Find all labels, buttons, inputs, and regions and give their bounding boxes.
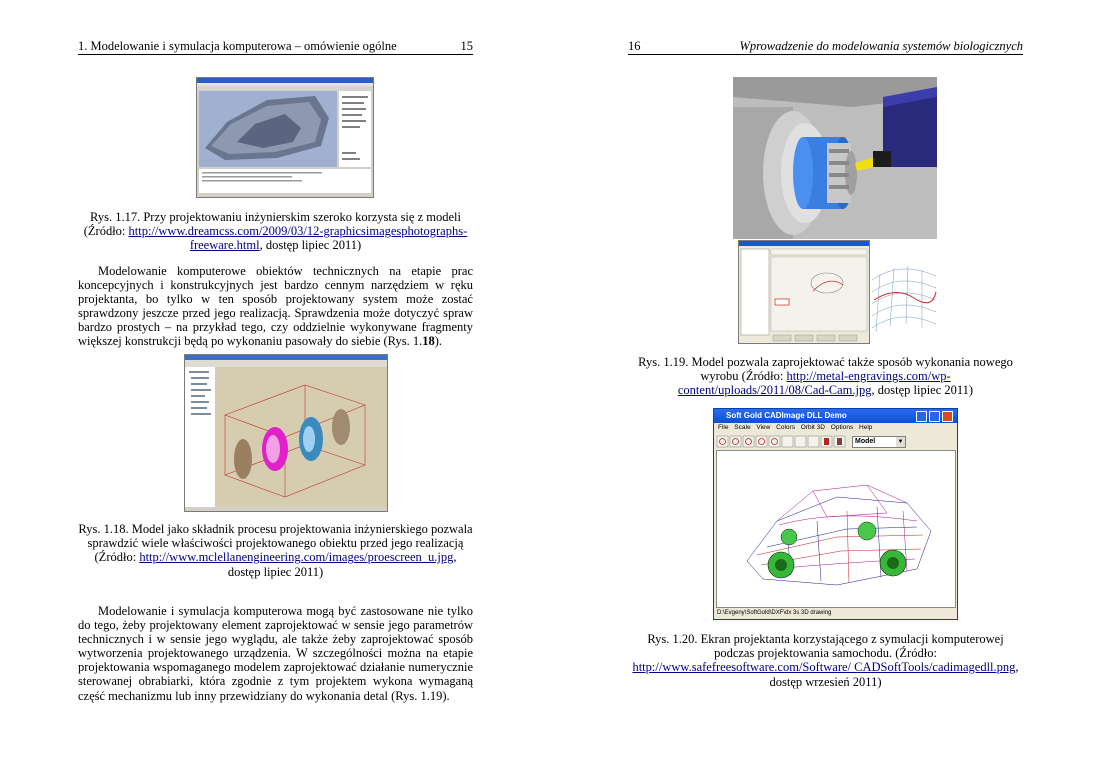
figure-1-19-dialog bbox=[738, 240, 870, 344]
figure-1-19-source-link[interactable]: http://metal-engravings.com/wp-content/uploads/2011/08/Cad-Cam.jpg bbox=[677, 369, 951, 398]
toolbar-icons bbox=[716, 434, 856, 449]
figure-1-18-source-link[interactable]: http://www.mclellanengineering.com/images/proescreen_u.jpg bbox=[139, 550, 454, 565]
cad-software-illustration bbox=[197, 78, 373, 197]
menu-scale[interactable]: Scale bbox=[734, 424, 751, 431]
model-dropdown[interactable] bbox=[852, 436, 906, 448]
wireframe-surface-illustration bbox=[870, 240, 938, 342]
left-running-head bbox=[78, 38, 473, 55]
figure-1-17-caption-prefix: Rys. 1.17. Przy projektowaniu inżynierskim szeroko korzysta się z modeli (Źródło: bbox=[83, 210, 461, 239]
left-paragraph-1-ref: 18 bbox=[422, 334, 435, 349]
car-wireframe-illustration bbox=[717, 451, 955, 607]
drawing-canvas[interactable] bbox=[716, 450, 956, 608]
cad-dialog-illustration bbox=[739, 241, 869, 343]
left-page-number: 15 bbox=[460, 39, 473, 53]
menu-help[interactable]: Help bbox=[859, 424, 873, 431]
figure-1-19-wireframe bbox=[870, 240, 938, 342]
chevron-down-icon: ▼ bbox=[897, 439, 904, 445]
figure-1-19-render bbox=[733, 77, 937, 239]
maximize-button[interactable] bbox=[929, 411, 940, 422]
menu-options[interactable]: Options bbox=[830, 424, 854, 431]
window-title: Soft Gold CADImage DLL Demo bbox=[726, 411, 847, 420]
model-dropdown-value: Model bbox=[855, 438, 876, 445]
left-paragraph-1-text: Modelowanie komputerowe obiektów technicznych na etapie prac koncepcyjnych i konstrukcyjnych jest bardzo cennym narzędziem w ręku projektanta, bo tylko w ten sposób projektowany system może zostać sprawdzony jeszcze przed jego realizacją. Sprawdzenia może dotyczyć spraw bardzo prostych – na przykład tego, czy oddzielnie wykonywane fragmenty większej konstrukcji będą po wykonaniu pasowały do siebie (Rys. 1. bbox=[78, 264, 473, 349]
figure-1-20-caption bbox=[628, 632, 1023, 689]
figure-1-17-source-link[interactable]: http://www.dreamcss.com/2009/03/12-graphicsimagesphotographs-freeware.html bbox=[128, 224, 468, 253]
right-running-head bbox=[628, 38, 1023, 55]
left-page bbox=[78, 0, 473, 781]
cnc-machining-illustration bbox=[733, 77, 937, 239]
menu-file[interactable]: File bbox=[718, 424, 729, 431]
menu-orbit-3d[interactable]: Orbit 3D bbox=[800, 424, 825, 431]
menu-view[interactable]: View bbox=[756, 424, 771, 431]
right-page bbox=[628, 0, 1023, 781]
right-page-number: 16 bbox=[628, 39, 641, 53]
window-statusbar bbox=[714, 608, 957, 619]
status-text: D:\Evgeny\SoftGold\DXF\dx 3s 3D drawing bbox=[717, 610, 832, 616]
figure-1-20-source-link[interactable]: http://www.safefreesoftware.com/Software/ CADSoftTools/cadimagedll.png bbox=[632, 660, 1016, 675]
figure-1-17-caption bbox=[78, 210, 473, 253]
figure-1-18-caption bbox=[78, 522, 473, 579]
left-paragraph-2 bbox=[78, 604, 473, 703]
figure-1-20-caption-suffix: , dostęp wrzesień 2011) bbox=[769, 660, 1019, 689]
assembly-model-illustration bbox=[185, 355, 387, 511]
figure-1-17-screenshot bbox=[196, 77, 374, 198]
window-menubar bbox=[714, 423, 957, 433]
figure-1-18-screenshot bbox=[184, 354, 388, 512]
right-header-title: Wprowadzenie do modelowania systemów biologicznych bbox=[739, 39, 1023, 53]
figure-1-19-caption-suffix: , dostęp lipiec 2011) bbox=[871, 383, 974, 398]
window-toolbar bbox=[714, 434, 957, 449]
figure-1-17-caption-suffix: , dostęp lipiec 2011) bbox=[259, 238, 362, 253]
left-paragraph-1 bbox=[78, 264, 473, 349]
figure-1-20-window bbox=[713, 408, 958, 620]
figure-1-20-caption-prefix: Rys. 1.20. Ekran projektanta korzystającego z symulacji komputerowej podczas projektowania samochodu. (Źródło: bbox=[647, 632, 1004, 661]
left-paragraph-2-text: Modelowanie i symulacja komputerowa mogą być zastosowane nie tylko do tego, żeby projektowany element zaprojektować w sensie jego parametrów technicznych i w sensie jego wyglądu, ale także żeby zaprojektować sposób wytworzenia projektowanego urządzenia. W szczególności można na etapie projektowania wspomaganego modelem zaprojektować działanie numerycznie sterowanej obrabiarki, która zgodnie z tym projektem wykona wymaganą część mechanizmu lub inny przewidziany do wykonania detal (Rys. 1.19). bbox=[78, 604, 473, 703]
left-paragraph-1-end: ). bbox=[434, 334, 443, 349]
minimize-button[interactable] bbox=[916, 411, 927, 422]
window-titlebar bbox=[714, 409, 957, 423]
figure-1-18-caption-suffix: , dostęp lipiec 2011) bbox=[227, 550, 457, 579]
figure-1-18-caption-prefix: Rys. 1.18. Model jako składnik procesu projektowania inżynierskiego pozwala sprawdzić wiele właściwości projektowanego obiektu przed jego realizacją (Źródło: bbox=[78, 522, 473, 565]
figure-1-19-caption-prefix: Rys. 1.19. Model pozwala zaprojektować także sposób wykonania nowego wyrobu (Źródło: bbox=[638, 355, 1013, 384]
figure-1-19-caption bbox=[628, 355, 1023, 398]
menu-colors[interactable]: Colors bbox=[776, 424, 795, 431]
close-button[interactable] bbox=[942, 411, 953, 422]
left-header-title: 1. Modelowanie i symulacja komputerowa – omówienie ogólne bbox=[78, 39, 397, 53]
